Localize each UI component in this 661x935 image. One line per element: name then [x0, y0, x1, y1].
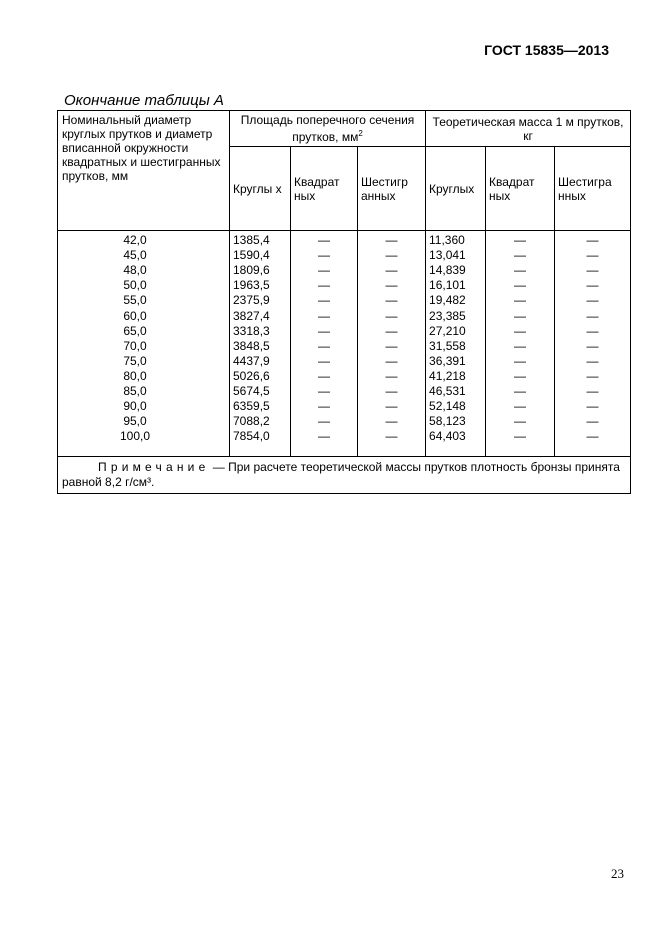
cell-mass-hex: — — [555, 231, 631, 249]
cell-mass-round: 36,391 — [426, 354, 486, 369]
cell-area-square: — — [291, 248, 358, 263]
cell-mass-round: 13,041 — [426, 248, 486, 263]
cell-mass-hex: — — [555, 293, 631, 308]
header-hex-area: Шестигр анных — [358, 147, 426, 231]
cell-area-hex: — — [358, 369, 426, 384]
cell-area-hex: — — [358, 278, 426, 293]
cell-diameter: 80,0 — [58, 369, 230, 384]
cell-mass-square: — — [486, 308, 555, 323]
cell-mass-square: — — [486, 429, 555, 444]
cell-mass-square: — — [486, 248, 555, 263]
header-area-text: Площадь поперечного сечения прутков, мм — [240, 113, 415, 144]
cell-area-square: — — [291, 369, 358, 384]
cell-mass-round: 23,385 — [426, 308, 486, 323]
cell-area-round: 7088,2 — [230, 414, 291, 429]
cell-area-hex: — — [358, 231, 426, 249]
cell-area-round: 2375,9 — [230, 293, 291, 308]
cell-area-square: — — [291, 399, 358, 414]
cell-mass-round: 64,403 — [426, 429, 486, 444]
header-cross-section-area — [230, 111, 426, 147]
header-round-mass: Круглых — [426, 147, 486, 231]
note-label: Примечание — [98, 460, 210, 475]
cell-area-hex: — — [358, 293, 426, 308]
cell-mass-square: — — [486, 384, 555, 399]
cell-mass-round: 41,218 — [426, 369, 486, 384]
data-table — [57, 110, 631, 494]
cell-area-round: 3848,5 — [230, 339, 291, 354]
spacer-cell — [426, 444, 486, 457]
cell-area-square: — — [291, 414, 358, 429]
cell-area-round: 4437,9 — [230, 354, 291, 369]
cell-area-round: 1590,4 — [230, 248, 291, 263]
cell-mass-hex: — — [555, 399, 631, 414]
cell-mass-round: 52,148 — [426, 399, 486, 414]
table-body — [58, 231, 631, 457]
cell-mass-round: 19,482 — [426, 293, 486, 308]
cell-diameter: 85,0 — [58, 384, 230, 399]
cell-diameter: 75,0 — [58, 354, 230, 369]
table-row — [58, 278, 631, 293]
cell-diameter: 90,0 — [58, 399, 230, 414]
cell-diameter: 48,0 — [58, 263, 230, 278]
cell-area-round: 6359,5 — [230, 399, 291, 414]
table-row — [58, 384, 631, 399]
cell-diameter: 70,0 — [58, 339, 230, 354]
spacer-cell — [58, 444, 230, 457]
cell-diameter: 60,0 — [58, 308, 230, 323]
cell-diameter: 100,0 — [58, 429, 230, 444]
table-caption: Окончание таблицы А — [64, 92, 224, 109]
spacer-cell — [555, 444, 631, 457]
table-row — [58, 248, 631, 263]
cell-mass-hex: — — [555, 278, 631, 293]
header-nominal-diameter: Номинальный диаметр круглых прутков и диаметр вписанной окружности квадратных и шестигранных прутков, мм — [58, 111, 230, 231]
cell-mass-round: 16,101 — [426, 278, 486, 293]
cell-area-square: — — [291, 293, 358, 308]
cell-mass-square: — — [486, 339, 555, 354]
cell-area-hex: — — [358, 263, 426, 278]
cell-mass-hex: — — [555, 308, 631, 323]
cell-area-hex: — — [358, 324, 426, 339]
cell-area-hex: — — [358, 354, 426, 369]
cell-mass-round: 46,531 — [426, 384, 486, 399]
header-round-area: Круглы х — [230, 147, 291, 231]
header-square-mass: Квадрат ных — [486, 147, 555, 231]
cell-mass-hex: — — [555, 248, 631, 263]
cell-area-round: 5674,5 — [230, 384, 291, 399]
standard-header: ГОСТ 15835—2013 — [484, 42, 609, 58]
cell-mass-hex: — — [555, 414, 631, 429]
cell-area-hex: — — [358, 414, 426, 429]
cell-mass-hex: — — [555, 384, 631, 399]
cell-mass-round: 31,558 — [426, 339, 486, 354]
header-theoretical-mass: Теоретическая масса 1 м прутков, кг — [426, 111, 631, 147]
table-row — [58, 308, 631, 323]
cell-area-square: — — [291, 231, 358, 249]
cell-mass-square: — — [486, 414, 555, 429]
cell-area-square: — — [291, 263, 358, 278]
cell-area-square: — — [291, 324, 358, 339]
cell-area-round: 1809,6 — [230, 263, 291, 278]
cell-mass-square: — — [486, 263, 555, 278]
cell-area-round: 3827,4 — [230, 308, 291, 323]
table-note — [58, 457, 631, 494]
cell-area-hex: — — [358, 308, 426, 323]
table-row — [58, 339, 631, 354]
table-row — [58, 324, 631, 339]
cell-mass-square: — — [486, 324, 555, 339]
table-row — [58, 293, 631, 308]
cell-area-hex: — — [358, 248, 426, 263]
cell-area-hex: — — [358, 384, 426, 399]
cell-area-round: 7854,0 — [230, 429, 291, 444]
cell-area-round: 5026,6 — [230, 369, 291, 384]
cell-area-square: — — [291, 339, 358, 354]
cell-area-round: 1385,4 — [230, 231, 291, 249]
spacer-cell — [486, 444, 555, 457]
header-square-area: Квадрат ных — [291, 147, 358, 231]
table-row — [58, 369, 631, 384]
table-spacer-row — [58, 444, 631, 457]
cell-mass-square: — — [486, 354, 555, 369]
cell-area-hex: — — [358, 399, 426, 414]
cell-mass-square: — — [486, 278, 555, 293]
table-row — [58, 231, 631, 249]
cell-area-hex: — — [358, 339, 426, 354]
cell-mass-square: — — [486, 231, 555, 249]
cell-mass-hex: — — [555, 354, 631, 369]
cell-mass-hex: — — [555, 263, 631, 278]
table-row — [58, 429, 631, 444]
table-row — [58, 263, 631, 278]
cell-mass-hex: — — [555, 429, 631, 444]
cell-diameter: 65,0 — [58, 324, 230, 339]
cell-mass-hex: — — [555, 339, 631, 354]
cell-mass-square: — — [486, 399, 555, 414]
cell-mass-round: 14,839 — [426, 263, 486, 278]
cell-area-square: — — [291, 354, 358, 369]
cell-diameter: 95,0 — [58, 414, 230, 429]
note-text: — При расчете теоретической массы прутков плотность бронзы принята равной 8,2 г/см³. — [62, 460, 620, 490]
cell-area-round: 1963,5 — [230, 278, 291, 293]
page-number: 23 — [611, 866, 624, 881]
cell-diameter: 42,0 — [58, 231, 230, 249]
cell-mass-round: 58,123 — [426, 414, 486, 429]
cell-mass-hex: — — [555, 324, 631, 339]
cell-mass-round: 11,360 — [426, 231, 486, 249]
header-hex-mass: Шестигра нных — [555, 147, 631, 231]
cell-diameter: 45,0 — [58, 248, 230, 263]
spacer-cell — [291, 444, 358, 457]
table-row — [58, 414, 631, 429]
cell-area-hex: — — [358, 429, 426, 444]
header-area-unit-sup: 2 — [358, 129, 363, 138]
table-row — [58, 399, 631, 414]
cell-area-square: — — [291, 384, 358, 399]
spacer-cell — [230, 444, 291, 457]
cell-mass-square: — — [486, 293, 555, 308]
cell-area-square: — — [291, 278, 358, 293]
cell-area-round: 3318,3 — [230, 324, 291, 339]
cell-diameter: 55,0 — [58, 293, 230, 308]
cell-mass-hex: — — [555, 369, 631, 384]
cell-mass-round: 27,210 — [426, 324, 486, 339]
cell-mass-square: — — [486, 369, 555, 384]
table-row — [58, 354, 631, 369]
cell-area-square: — — [291, 429, 358, 444]
cell-diameter: 50,0 — [58, 278, 230, 293]
cell-area-square: — — [291, 308, 358, 323]
spacer-cell — [358, 444, 426, 457]
